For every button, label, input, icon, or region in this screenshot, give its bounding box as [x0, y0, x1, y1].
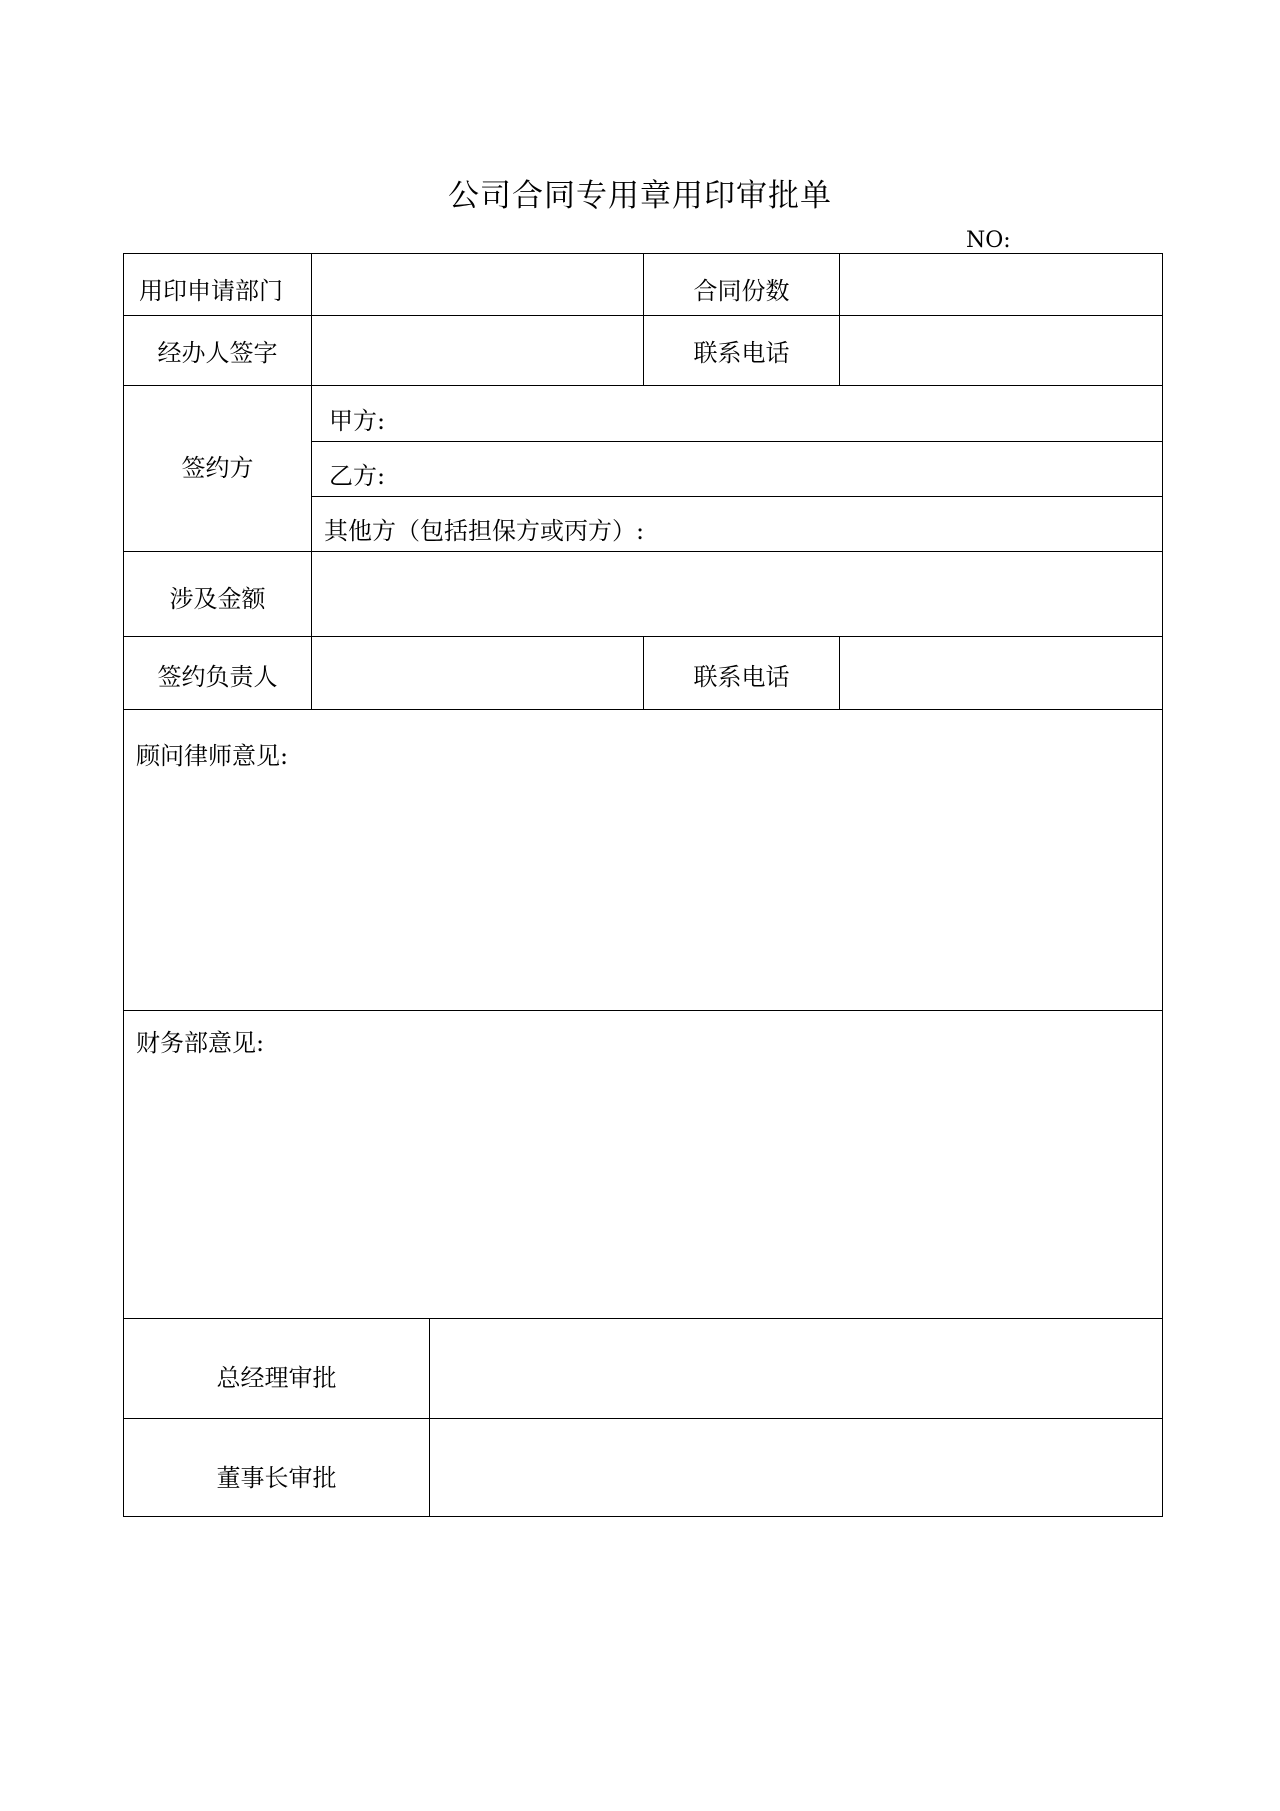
- copies-field[interactable]: [840, 254, 1162, 315]
- party-other-field[interactable]: [312, 497, 1162, 551]
- party-other-label: 其他方（包括担保方或丙方）:: [324, 517, 645, 545]
- finance-opinion-label: 财务部意见:: [136, 1029, 265, 1057]
- handler-signature-field[interactable]: [312, 316, 643, 385]
- party-b-label: 乙方:: [329, 462, 386, 490]
- lawyer-opinion-field[interactable]: [124, 710, 1162, 1010]
- party-a-field[interactable]: [312, 386, 1162, 441]
- gm-approval-field[interactable]: [430, 1319, 1162, 1418]
- phone-label: 联系电话: [693, 663, 790, 691]
- document-number-label: NO:: [966, 228, 1011, 253]
- signer-field[interactable]: [312, 637, 643, 709]
- party-a-label: 甲方:: [329, 407, 386, 435]
- signer-label: 签约负责人: [157, 663, 278, 691]
- dept-field[interactable]: [312, 254, 643, 315]
- approval-form: [123, 253, 1163, 1517]
- dept-label: 用印申请部门: [139, 277, 283, 305]
- amount-field[interactable]: [312, 552, 1162, 636]
- amount-label: 涉及金额: [169, 585, 266, 613]
- gm-approval-label: 总经理审批: [216, 1364, 337, 1392]
- copies-label: 合同份数: [693, 277, 790, 305]
- chairman-approval-label: 董事长审批: [216, 1464, 337, 1492]
- phone-label: 联系电话: [693, 339, 790, 367]
- lawyer-opinion-label: 顾问律师意见:: [136, 742, 289, 770]
- handler-label: 经办人签字: [157, 339, 278, 367]
- chairman-approval-field[interactable]: [430, 1419, 1162, 1516]
- party-label: 签约方: [181, 454, 254, 482]
- page-title: 公司合同专用章用印审批单: [448, 178, 832, 214]
- signer-phone-field[interactable]: [840, 637, 1162, 709]
- handler-phone-field[interactable]: [840, 316, 1162, 385]
- party-b-field[interactable]: [312, 442, 1162, 496]
- finance-opinion-field[interactable]: [124, 1011, 1162, 1318]
